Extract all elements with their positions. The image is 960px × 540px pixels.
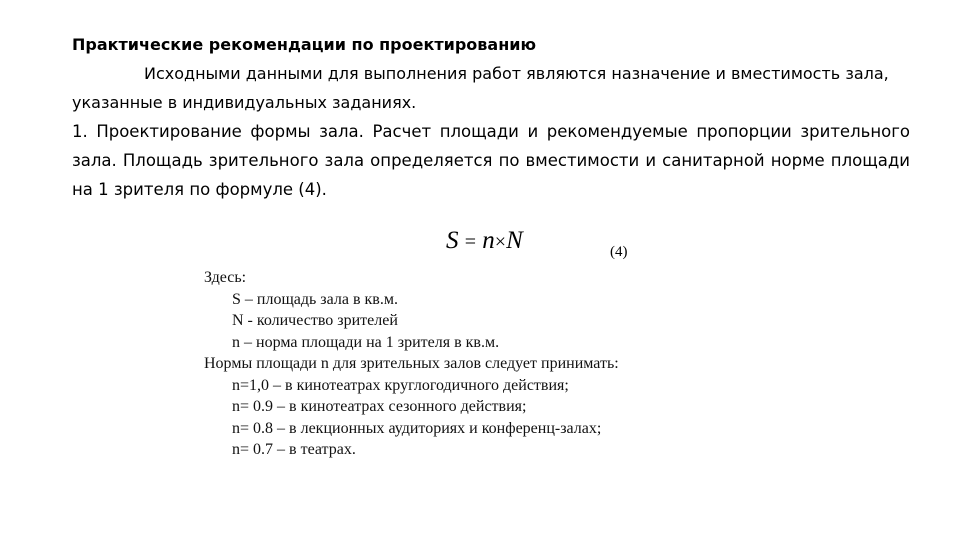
norm-item: n= 0.8 – в лекционных аудиториях и конференц-залах; (232, 419, 602, 437)
intro-paragraph-text: Исходными данными для выполнения работ являются назначение и вместимость зала, указанные в индивидуальных заданиях. (72, 64, 889, 112)
legend-heading: Здесь: (204, 269, 247, 286)
legend-item: n – норма площади на 1 зрителя в кв.м. (232, 333, 500, 351)
formula-s: S (446, 227, 459, 254)
norms-heading: Нормы площади n для зрительных залов следует принимать: (204, 355, 619, 372)
formula-equals: = (464, 231, 477, 253)
legend-item: S – площадь зала в кв.м. (232, 290, 398, 308)
formula (446, 227, 523, 255)
norm-item: n= 0.7 – в театрах. (232, 441, 356, 458)
formula-capital-n: N (506, 227, 523, 254)
formula-block (440, 227, 660, 267)
formula-times: × (494, 231, 507, 253)
norm-item: n=1,0 – в кинотеатрах круглогодичного действия; (232, 376, 569, 394)
legend-item: N - количество зрителей (232, 312, 398, 329)
formula-number: (4) (610, 244, 628, 260)
slide-text (72, 30, 910, 204)
slide-title: Практические рекомендации по проектированию (72, 35, 537, 54)
formula-n: n (482, 227, 495, 254)
norm-item: n= 0.9 – в кинотеатрах сезонного действия; (232, 398, 527, 415)
formula-legend (204, 267, 744, 461)
intro-paragraph (72, 59, 910, 117)
design-paragraph: 1. Проектирование формы зала. Расчет площади и рекомендуемые пропорции зрительного зала. Площадь зрительного зала определяется по вместимости и санитарной норме площади на 1 зрителя по формуле (4). (72, 122, 910, 199)
